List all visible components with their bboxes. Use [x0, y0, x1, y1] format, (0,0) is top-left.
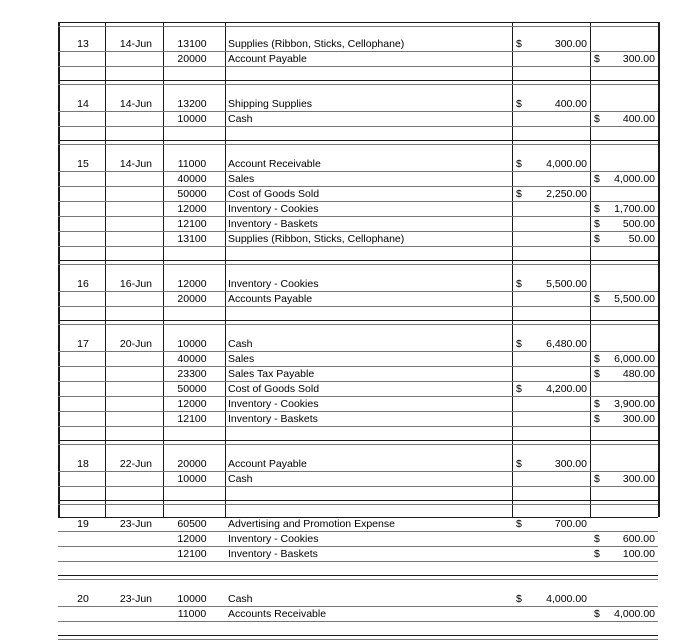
account-number: 50000: [177, 383, 207, 395]
row-divider: [58, 144, 658, 145]
currency-symbol: $: [516, 593, 522, 605]
row-divider: [58, 366, 658, 367]
account-description: Shipping Supplies: [228, 98, 313, 110]
currency-symbol: $: [516, 518, 522, 530]
currency-symbol: $: [594, 368, 600, 380]
entry-number: 20: [77, 593, 89, 605]
credit-amount: 100.00: [622, 548, 655, 560]
credit-amount: 300.00: [622, 473, 655, 485]
currency-symbol: $: [516, 38, 522, 50]
account-number: 20000: [177, 458, 207, 470]
entry-date: 14-Jun: [119, 158, 152, 170]
row-divider: [58, 51, 658, 52]
entry-number: 18: [77, 458, 89, 470]
account-description: Cash: [228, 338, 253, 350]
debit-amount: 4,200.00: [546, 383, 587, 395]
account-description: Account Receivable: [228, 158, 321, 170]
account-description: Supplies (Ribbon, Sticks, Cellophane): [228, 38, 405, 50]
debit-amount: 4,000.00: [546, 158, 587, 170]
entry-date: 20-Jun: [119, 338, 152, 350]
account-description: Sales: [228, 353, 255, 365]
currency-symbol: $: [594, 413, 600, 425]
row-divider: [58, 471, 658, 472]
currency-symbol: $: [594, 608, 600, 620]
row-divider: [58, 26, 658, 27]
account-description: Inventory - Baskets: [228, 218, 318, 230]
currency-symbol: $: [594, 218, 600, 230]
account-number: 23300: [177, 368, 207, 380]
debit-amount: 4,000.00: [546, 593, 587, 605]
row-divider: [58, 126, 658, 127]
entry-number: 16: [77, 278, 89, 290]
credit-amount: 400.00: [622, 113, 655, 125]
account-description: Inventory - Cookies: [228, 533, 319, 545]
currency-symbol: $: [594, 203, 600, 215]
row-divider: [58, 264, 658, 265]
entry-number: 19: [77, 518, 89, 530]
account-description: Account Payable: [228, 53, 307, 65]
debit-amount: 6,480.00: [546, 338, 587, 350]
account-number: 13100: [177, 233, 207, 245]
row-divider: [58, 291, 658, 292]
debit-amount: 5,500.00: [546, 278, 587, 290]
debit-amount: 2,250.00: [546, 188, 587, 200]
account-description: Cash: [228, 473, 253, 485]
account-description: Cost of Goods Sold: [228, 383, 320, 395]
account-description: Accounts Payable: [228, 293, 313, 305]
currency-symbol: $: [594, 173, 600, 185]
currency-symbol: $: [516, 158, 522, 170]
currency-symbol: $: [516, 338, 522, 350]
row-divider: [58, 426, 658, 427]
credit-amount: 4,000.00: [614, 608, 655, 620]
entry-number: 14: [77, 98, 89, 110]
account-number: 20000: [177, 53, 207, 65]
credit-amount: 1,700.00: [614, 203, 655, 215]
account-description: Inventory - Cookies: [228, 203, 319, 215]
credit-amount: 3,900.00: [614, 398, 655, 410]
row-divider: [58, 486, 658, 487]
account-description: Cash: [228, 113, 253, 125]
account-number: 13100: [177, 38, 207, 50]
column-divider: [163, 22, 164, 517]
account-number: 12000: [177, 203, 207, 215]
currency-symbol: $: [516, 383, 522, 395]
currency-symbol: $: [516, 278, 522, 290]
row-divider: [58, 201, 658, 202]
entry-number: 15: [77, 158, 89, 170]
row-divider: [58, 606, 658, 607]
entry-date: 14-Jun: [119, 38, 152, 50]
currency-symbol: $: [594, 533, 600, 545]
account-number: 40000: [177, 173, 207, 185]
row-divider: [58, 111, 658, 112]
currency-symbol: $: [594, 233, 600, 245]
currency-symbol: $: [516, 188, 522, 200]
debit-amount: 700.00: [554, 518, 587, 530]
entry-number: 13: [77, 38, 89, 50]
row-divider: [58, 351, 658, 352]
row-divider: [58, 411, 658, 412]
account-description: Sales Tax Payable: [228, 368, 315, 380]
account-number: 10000: [177, 113, 207, 125]
row-divider: [58, 561, 658, 562]
account-description: Accounts Receivable: [228, 608, 327, 620]
row-divider: [58, 320, 658, 321]
row-divider: [58, 546, 658, 547]
row-divider: [58, 246, 658, 247]
currency-symbol: $: [594, 548, 600, 560]
account-number: 12100: [177, 413, 207, 425]
credit-amount: 4,000.00: [614, 173, 655, 185]
account-description: Inventory - Cookies: [228, 278, 319, 290]
account-description: Inventory - Cookies: [228, 398, 319, 410]
account-description: Advertising and Promotion Expense: [228, 518, 395, 530]
row-divider: [58, 140, 658, 141]
account-number: 12100: [177, 548, 207, 560]
row-divider: [58, 84, 658, 85]
row-divider: [58, 22, 658, 23]
row-divider: [58, 396, 658, 397]
account-number: 12000: [177, 278, 207, 290]
account-description: Sales: [228, 173, 255, 185]
row-divider: [58, 80, 658, 81]
row-divider: [58, 444, 658, 445]
account-description: Cash: [228, 593, 253, 605]
row-divider: [58, 635, 658, 636]
account-number: 10000: [177, 473, 207, 485]
row-divider: [58, 171, 658, 172]
row-divider: [58, 216, 658, 217]
row-divider: [58, 440, 658, 441]
account-number: 12100: [177, 218, 207, 230]
row-divider: [58, 66, 658, 67]
row-divider: [58, 621, 658, 622]
column-divider: [590, 22, 591, 517]
entry-date: 16-Jun: [119, 278, 152, 290]
account-number: 50000: [177, 188, 207, 200]
account-number: 40000: [177, 353, 207, 365]
column-divider: [512, 22, 513, 517]
account-number: 10000: [177, 338, 207, 350]
currency-symbol: $: [516, 458, 522, 470]
account-description: Cost of Goods Sold: [228, 188, 320, 200]
currency-symbol: $: [594, 53, 600, 65]
credit-amount: 300.00: [622, 413, 655, 425]
row-divider: [58, 500, 658, 501]
column-divider: [225, 22, 226, 517]
entry-date: 23-Jun: [119, 518, 152, 530]
entry-number: 17: [77, 338, 89, 350]
account-number: 12000: [177, 398, 207, 410]
account-number: 12000: [177, 533, 207, 545]
credit-amount: 500.00: [622, 218, 655, 230]
account-number: 11000: [177, 158, 207, 170]
row-divider: [58, 260, 658, 261]
account-description: Inventory - Baskets: [228, 548, 318, 560]
row-divider: [58, 504, 658, 505]
row-divider: [58, 575, 658, 576]
credit-amount: 300.00: [622, 53, 655, 65]
account-description: Account Payable: [228, 458, 307, 470]
entry-date: 23-Jun: [119, 593, 152, 605]
credit-amount: 50.00: [628, 233, 655, 245]
entry-date: 14-Jun: [119, 98, 152, 110]
currency-symbol: $: [594, 398, 600, 410]
column-divider: [658, 22, 660, 517]
debit-amount: 300.00: [554, 38, 587, 50]
currency-symbol: $: [594, 113, 600, 125]
currency-symbol: $: [594, 473, 600, 485]
account-number: 10000: [177, 593, 207, 605]
currency-symbol: $: [516, 98, 522, 110]
account-number: 13200: [177, 98, 207, 110]
credit-amount: 600.00: [622, 533, 655, 545]
row-divider: [58, 579, 658, 580]
account-number: 11000: [177, 608, 207, 620]
entry-date: 22-Jun: [119, 458, 152, 470]
account-description: Inventory - Baskets: [228, 413, 318, 425]
row-divider: [58, 531, 658, 532]
debit-amount: 300.00: [554, 458, 587, 470]
credit-amount: 5,500.00: [614, 293, 655, 305]
account-number: 20000: [177, 293, 207, 305]
credit-amount: 6,000.00: [614, 353, 655, 365]
row-divider: [58, 324, 658, 325]
currency-symbol: $: [594, 293, 600, 305]
account-number: 60500: [177, 518, 207, 530]
debit-amount: 400.00: [554, 98, 587, 110]
account-description: Supplies (Ribbon, Sticks, Cellophane): [228, 233, 405, 245]
currency-symbol: $: [594, 353, 600, 365]
credit-amount: 480.00: [622, 368, 655, 380]
row-divider: [58, 306, 658, 307]
